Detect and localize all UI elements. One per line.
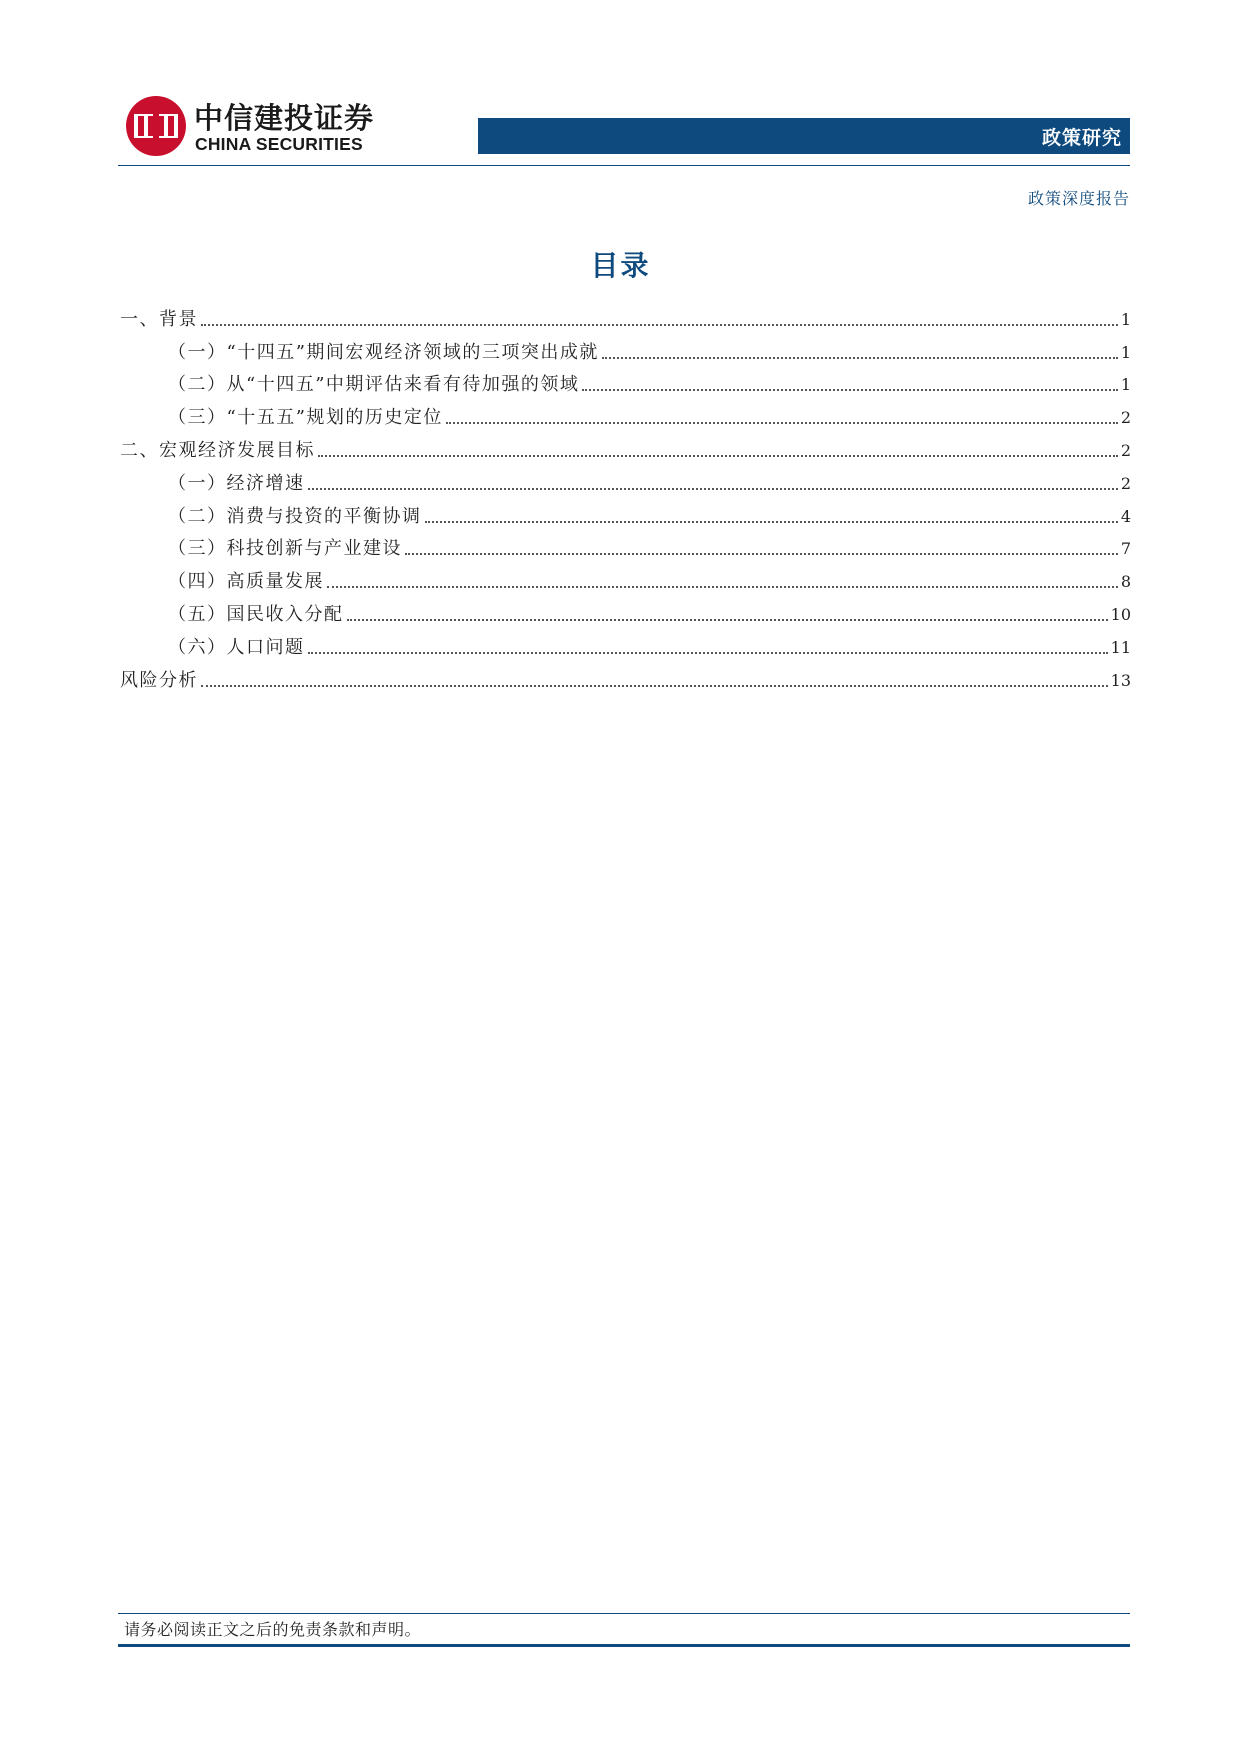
footer-divider-bottom — [118, 1644, 1130, 1647]
toc-leader-dots — [318, 454, 1118, 457]
logo-chinese-name: 中信建投证券 — [194, 101, 375, 135]
header-bar — [478, 118, 1130, 154]
citic-logo-icon — [124, 94, 188, 158]
toc-entry[interactable] — [120, 331, 1131, 364]
toc-page-number: 1 — [1120, 342, 1131, 362]
toc-leader-dots — [201, 684, 1108, 687]
toc-entry[interactable] — [120, 396, 1131, 429]
toc-entry-text: 二、宏观经济发展目标 — [120, 439, 315, 461]
toc-page-number: 2 — [1120, 408, 1131, 428]
toc-leader-dots — [602, 356, 1118, 359]
toc-leader-dots — [201, 323, 1118, 326]
toc-page-number: 4 — [1120, 506, 1131, 526]
toc-leader-dots — [308, 651, 1108, 654]
toc-page-number: 13 — [1110, 670, 1131, 690]
toc-leader-dots — [308, 487, 1118, 490]
toc-page-number: 8 — [1120, 572, 1131, 592]
toc-title: 目录 — [590, 249, 651, 282]
toc-leader-dots — [446, 421, 1118, 424]
toc-entry[interactable] — [120, 298, 1131, 331]
table-of-contents — [120, 298, 1131, 692]
toc-leader-dots — [347, 618, 1108, 621]
logo-english-name: CHINA SECURITIES — [195, 134, 363, 154]
toc-entry[interactable] — [120, 429, 1131, 462]
footer-disclaimer: 请务必阅读正文之后的免责条款和声明。 — [124, 1620, 422, 1639]
toc-entry-text: （二）消费与投资的平衡协调 — [168, 505, 422, 527]
toc-entry[interactable] — [120, 659, 1131, 692]
toc-page-number: 1 — [1120, 375, 1131, 395]
toc-page-number: 7 — [1120, 539, 1131, 559]
footer-divider-top — [118, 1613, 1130, 1614]
toc-entry-text: （四）高质量发展 — [168, 571, 324, 593]
toc-entry-text: （三）“十五五”规划的历史定位 — [168, 407, 443, 429]
toc-page-number: 2 — [1120, 473, 1131, 493]
header-divider — [118, 165, 1130, 166]
toc-entry-text: （一）“十四五”期间宏观经济领域的三项突出成就 — [168, 341, 599, 363]
toc-entry-text: 风险分析 — [120, 669, 198, 691]
toc-entry-text: 一、背景 — [120, 308, 198, 330]
toc-entry-text: （六）人口问题 — [168, 636, 305, 658]
toc-page-number: 1 — [1120, 309, 1131, 329]
toc-entry[interactable] — [120, 364, 1131, 397]
report-type-label: 政策深度报告 — [1027, 189, 1130, 208]
toc-entry[interactable] — [120, 462, 1131, 495]
toc-leader-dots — [327, 585, 1118, 588]
toc-entry[interactable] — [120, 528, 1131, 561]
toc-entry-text: （二）从“十四五”中期评估来看有待加强的领域 — [168, 374, 580, 396]
toc-entry-text: （五）国民收入分配 — [168, 603, 344, 625]
toc-entry[interactable] — [120, 495, 1131, 528]
section-label: 政策研究 — [1041, 127, 1122, 149]
toc-entry[interactable] — [120, 626, 1131, 659]
toc-leader-dots — [405, 552, 1118, 555]
toc-leader-dots — [425, 520, 1118, 523]
company-logo — [124, 94, 424, 160]
toc-entry-text: （三）科技创新与产业建设 — [168, 538, 402, 560]
toc-entry-text: （一）经济增速 — [168, 472, 305, 494]
toc-page-number: 10 — [1110, 604, 1131, 624]
toc-entry[interactable] — [120, 593, 1131, 626]
toc-leader-dots — [582, 388, 1117, 391]
toc-page-number: 11 — [1110, 637, 1131, 657]
toc-page-number: 2 — [1120, 440, 1131, 460]
toc-entry[interactable] — [120, 560, 1131, 593]
